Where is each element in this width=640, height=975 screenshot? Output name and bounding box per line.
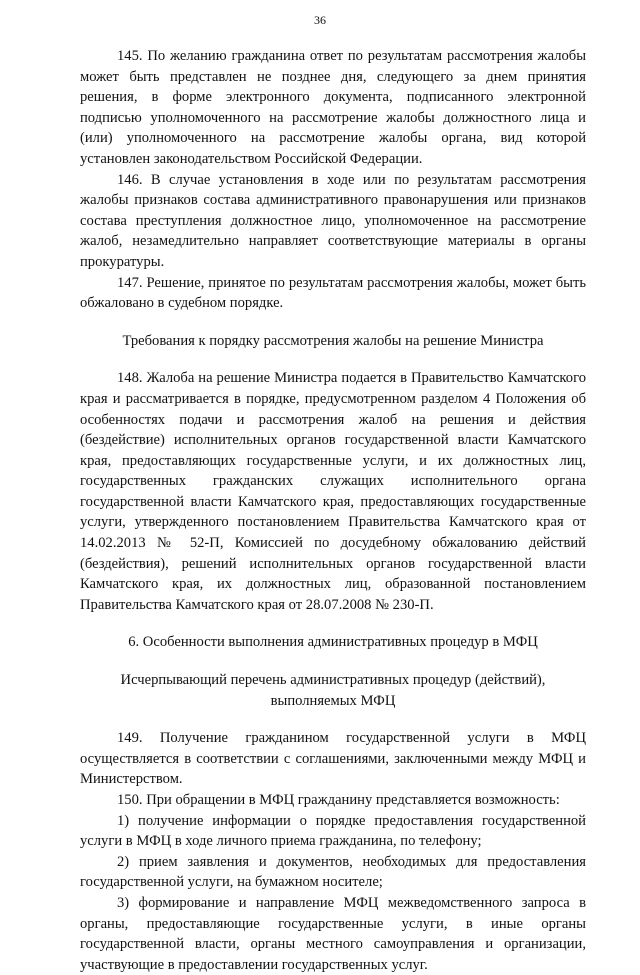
paragraph-146: 146. В случае установления в ходе или по результатам рассмотрения жалобы признаков состава административного правонарушения или признаков состава преступления должностное лицо, уполномоченное на рассмотрение жалоб, незамедлительно направляет соответствующие материалы в органы прокуратуры. [80,171,586,270]
list-item-1: 1) получение информации о порядке предоставления государственной услуги в МФЦ в ходе личного приема гражданина, по телефону; [80,812,586,850]
list-item-3: 3) формирование и направление МФЦ межведомственного запроса в органы, предоставляющие государственные услуги, в иные органы государственной власти, органы местного самоуправления и организации, участвующие в предоставлении государственных услуг. [80,894,586,973]
subsection-heading-procedures: Исчерпывающий перечень административных процедур (действий), выполняемых МФЦ [120,672,546,709]
list-item-2: 2) прием заявления и документов, необходимых для предоставления государственной услуги, на бумажном носителе; [80,853,586,891]
paragraph-150: 150. При обращении в МФЦ гражданину представляется возможность: [117,792,560,808]
page-number: 36 [314,13,326,27]
paragraph-145: 145. По желанию гражданина ответ по результатам рассмотрения жалобы может быть представлен не позднее дня, следующего за днем принятия решения, в форме электронного документа, подписанного электронной подписью уполномоченного на рассмотрение жалобы должностного лица и (или) уполномоченного на рассмотрение жалобы органа, вид которой установлен законодательством Российской Федерации. [80,48,586,167]
paragraph-147: 147. Решение, принятое по результатам рассмотрения жалобы, может быть обжаловано в судебном порядке. [80,274,586,312]
section-heading-mfc: 6. Особенности выполнения административных процедур в МФЦ [128,634,538,651]
paragraph-149: 149. Получение гражданином государственной услуги в МФЦ осуществляется в соответствии с соглашениями, заключенными между МФЦ и Министерством. [80,730,586,788]
section-heading-complaint-minister: Требования к порядку рассмотрения жалобы на решение Министра [122,332,544,349]
paragraph-148: 148. Жалоба на решение Министра подается в Правительство Камчатского края и рассматривается в порядке, предусмотренном разделом 4 Положения об особенностях подачи и рассмотрения жалоб на решения и действия (бездействие) исполнительных органов государственной власти Камчатского края, предоставляющих государственные услуги, и их должностных лиц, государственных гражданских служащих исполнительного органа государственной власти Камчатского края, предоставляющих государственные услуги, утвержденного постановлением Правительства Камчатского края от 14.02.2013 № 52-П, Комиссией по досудебному обжалованию действий (бездействия), решений исполнительных органов государственной власти Камчатского края, их должностных лиц, образованной постановлением Правительства Камчатского края от 28.07.2008 № 230-П. [80,370,586,613]
page-content [80,46,586,975]
